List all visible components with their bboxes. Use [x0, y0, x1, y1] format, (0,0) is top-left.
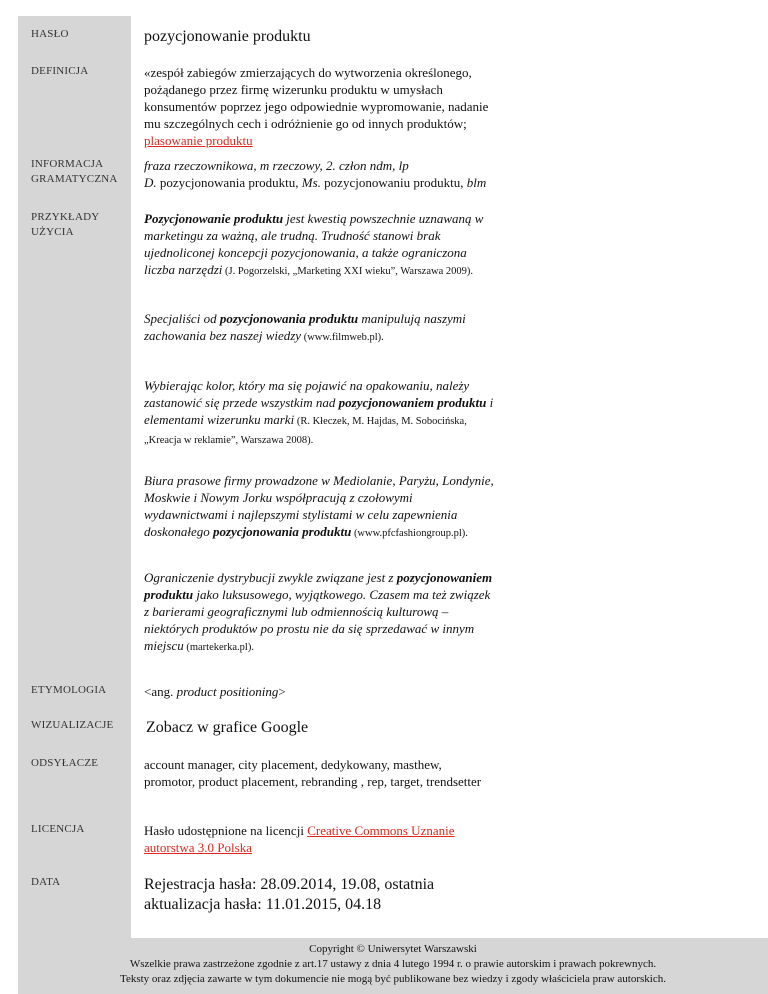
- footer-notice: Teksty oraz zdjęcia zawarte w tym dokumencie nie mogą być publikowane bez wiedzy i zgody właściciela praw autorskich.: [120, 973, 666, 985]
- example-5-source: (martekerka.pl).: [183, 642, 254, 653]
- label-przyklady: [31, 210, 99, 240]
- label-przyklady-line1: PRZYKŁADY: [31, 211, 100, 223]
- example-3-source: (R. Kłeczek, M. Hajdas, M. Sobocińska, „Kreacja w reklamie”, Warszawa 2008).: [144, 416, 467, 446]
- etymology: [144, 683, 494, 700]
- example-2: [144, 310, 494, 346]
- google-images-link[interactable]: Zobacz w grafice Google: [146, 719, 309, 736]
- example-3-term: pozycjonowaniem produktu: [338, 395, 487, 410]
- etymology-suffix: >: [278, 684, 286, 699]
- etymology-term: product positioning: [176, 684, 279, 699]
- example-3: [144, 377, 494, 449]
- label-informacja-line2: GRAMATYCZNA: [31, 173, 118, 185]
- example-2-term: pozycjonowania produktu: [219, 311, 359, 326]
- example-2-text-pre: Specjaliści od: [144, 311, 220, 326]
- license-link[interactable]: Creative Commons Uznanie autorstwa 3.0 Polska: [144, 823, 455, 855]
- footer-copyright: Copyright © Uniwersytet Warszawski: [309, 943, 477, 955]
- label-informacja: [31, 157, 118, 187]
- definition: [144, 64, 494, 149]
- example-2-text: manipulują naszymi zachowania bez naszej wiedzy: [144, 311, 466, 343]
- label-odsylacze: ODSYŁACZE: [31, 757, 99, 769]
- example-4-term: pozycjonowania produktu: [212, 524, 352, 539]
- example-5: [144, 569, 494, 656]
- footer: [18, 938, 768, 994]
- label-licencja: LICENCJA: [31, 823, 85, 835]
- label-definicja: DEFINICJA: [31, 65, 89, 77]
- cross-references: account manager, city placement, dedykowany, masthew, promotor, product placement, rebranding , rep, target, trendsetter: [144, 757, 482, 789]
- definition-link[interactable]: plasowanie produktu: [144, 133, 253, 148]
- footer-rights: Wszelkie prawa zastrzeżone zgodnie z art.17 ustawy z dnia 4 lutego 1994 r. o prawie autorskim i prawach pokrewnych.: [129, 958, 657, 970]
- example-5-text: jako luksusowego, wyjątkowego. Czasem ma też związek z barierami geograficznymi lub odmiennością kulturową – niektórych produktów po prostu nie da się sprzedawać w innym miejscu: [144, 587, 491, 653]
- label-przyklady-line2: UŻYCIA: [31, 226, 74, 238]
- example-5-term: pozycjonowaniem produktu: [144, 570, 493, 602]
- example-1-source: (J. Pogorzelski, „Marketing XXI wieku”, Warszawa 2009).: [222, 266, 473, 277]
- grammar-info: [144, 157, 494, 191]
- grammar-line2: [144, 174, 494, 191]
- example-4: [144, 472, 494, 542]
- label-wizualizacje: WIZUALIZACJE: [31, 719, 114, 731]
- example-3-text-pre: Wybierając kolor, który ma się pojawić na opakowaniu, należy zastanowić się przede wszystkim nad: [144, 378, 470, 410]
- date-info: Rejestracja hasła: 28.09.2014, 19.08, ostatnia aktualizacja hasła: 11.01.2015, 04.18: [144, 876, 435, 913]
- grammar-form-ms: pozycjonowaniu produktu,: [320, 175, 467, 190]
- grammar-blm: blm: [466, 175, 487, 190]
- license-text: Hasło udostępnione na licencji: [144, 823, 308, 838]
- label-data: DATA: [31, 876, 61, 888]
- example-1-text: jest kwestią powszechnie uznawaną w marketingu za ważną, ale trudną. Trudność stanowi brak ujednoliconej koncepcji pozycjonowania, a także ograniczona liczba narzędzi: [144, 211, 484, 277]
- grammar-line1: fraza rzeczownikowa, m rzeczowy, 2. człon ndm, lp: [144, 158, 409, 173]
- label-informacja-line1: INFORMACJA: [31, 158, 104, 170]
- example-5-text-pre: Ograniczenie dystrybucji zwykle związane jest z: [144, 570, 397, 585]
- label-etymologia: ETYMOLOGIA: [31, 684, 107, 696]
- definition-text: «zespół zabiegów zmierzających do wytworzenia określonego, pożądanego przez firmę wizerunku produktu w umysłach konsumentów poprzez jego odpowiednie wypromowanie, nadanie mu szczególnych cech i odróżnienie go od innych produktów;: [144, 65, 489, 131]
- etymology-prefix: <ang.: [144, 684, 177, 699]
- example-4-source: (www.pfcfashiongroup.pl).: [351, 528, 468, 539]
- label-column: [18, 16, 131, 938]
- example-3-text: i elementami wizerunku marki: [144, 395, 494, 427]
- example-1-term: Pozycjonowanie produktu: [144, 211, 284, 226]
- grammar-case-ms: Ms.: [301, 175, 321, 190]
- example-2-source: (www.filmweb.pl).: [301, 332, 384, 343]
- label-haslo: HASŁO: [31, 28, 69, 40]
- headword: pozycjonowanie produktu: [144, 28, 311, 45]
- license: [144, 822, 494, 856]
- example-4-text-pre: Biura prasowe firmy prowadzone w Mediolanie, Paryżu, Londynie, Moskwie i Nowym Jorku współpracują z czołowymi wydawnictwami i najlepszymi stylistami w celu zapewnienia doskonałego: [144, 473, 494, 539]
- example-1: [144, 210, 494, 280]
- grammar-form-d: pozycjonowania produktu,: [156, 175, 302, 190]
- grammar-case-d: D.: [144, 175, 157, 190]
